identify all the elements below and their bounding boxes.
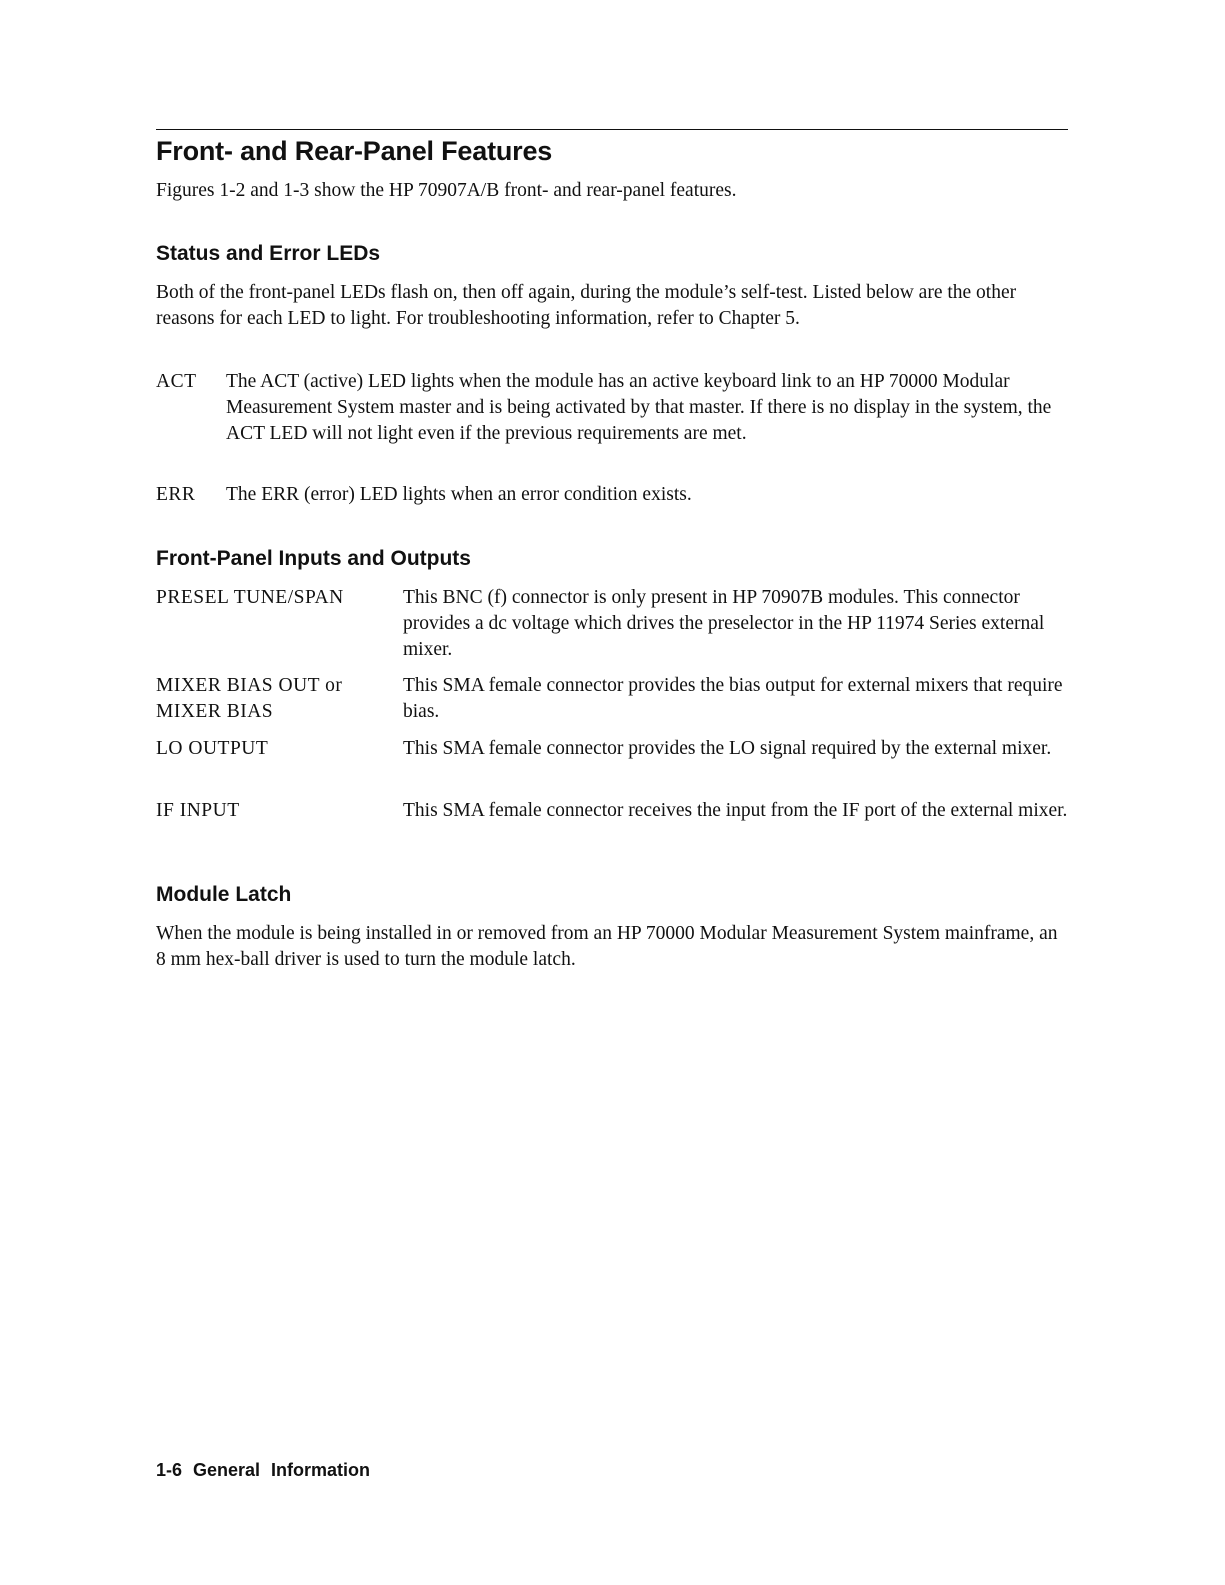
presel-term: PRESEL TUNE/SPAN <box>156 587 344 608</box>
mixer-bias-description: This SMA female connector provides the bias output for external mixers that require bias. <box>403 675 1063 722</box>
err-term: ERR <box>156 484 196 505</box>
lo-output-description: This SMA female connector provides the LO signal required by the external mixer. <box>403 738 1052 759</box>
status-leds-paragraph: Both of the front-panel LEDs flash on, then off again, during the module’s self-test. Listed below are the other reasons for each LED to light. For troubleshooting information, refer to Chapter 5. <box>156 282 1017 329</box>
manual-page <box>156 0 1068 1585</box>
status-leds-heading: Status and Error LEDs <box>156 242 381 265</box>
presel-item <box>156 585 1068 665</box>
mixer-bias-item <box>156 673 1068 727</box>
act-led-item <box>156 369 1068 475</box>
io-heading: Front-Panel Inputs and Outputs <box>156 547 471 570</box>
intro-paragraph: Figures 1-2 and 1-3 show the HP 70907A/B front- and rear-panel features. <box>156 180 737 201</box>
act-description: The ACT (active) LED lights when the module has an active keyboard link to an HP 70000 Modular Measurement System master and is being activated by that master. If there is no display in the system, the ACT LED will not light even if the previous requirements are met. <box>226 371 1052 444</box>
if-input-description: This SMA female connector receives the input from the IF port of the external mixer. <box>403 800 1068 821</box>
lo-output-item <box>156 736 1068 790</box>
act-term: ACT <box>156 371 197 392</box>
page-footer: 1-6 General Information <box>156 1460 371 1480</box>
if-input-item <box>156 798 1068 852</box>
err-led-item <box>156 482 1068 510</box>
section-rule <box>156 129 1068 130</box>
if-input-term: IF INPUT <box>156 800 240 821</box>
presel-description: This BNC (f) connector is only present in HP 70907B modules. This connector provides a dc voltage which drives the preselector in the HP 11974 Series external mixer. <box>403 587 1045 660</box>
lo-output-term: LO OUTPUT <box>156 738 269 759</box>
mixer-bias-term: MIXER BIAS OUT or MIXER BIAS <box>156 675 343 722</box>
page-heading: Front- and Rear-Panel Features <box>156 136 553 166</box>
err-description: The ERR (error) LED lights when an error condition exists. <box>226 484 692 505</box>
module-latch-paragraph: When the module is being installed in or removed from an HP 70000 Modular Measurement System mainframe, an 8 mm hex-ball driver is used to turn the module latch. <box>156 923 1058 970</box>
module-latch-heading: Module Latch <box>156 883 292 906</box>
